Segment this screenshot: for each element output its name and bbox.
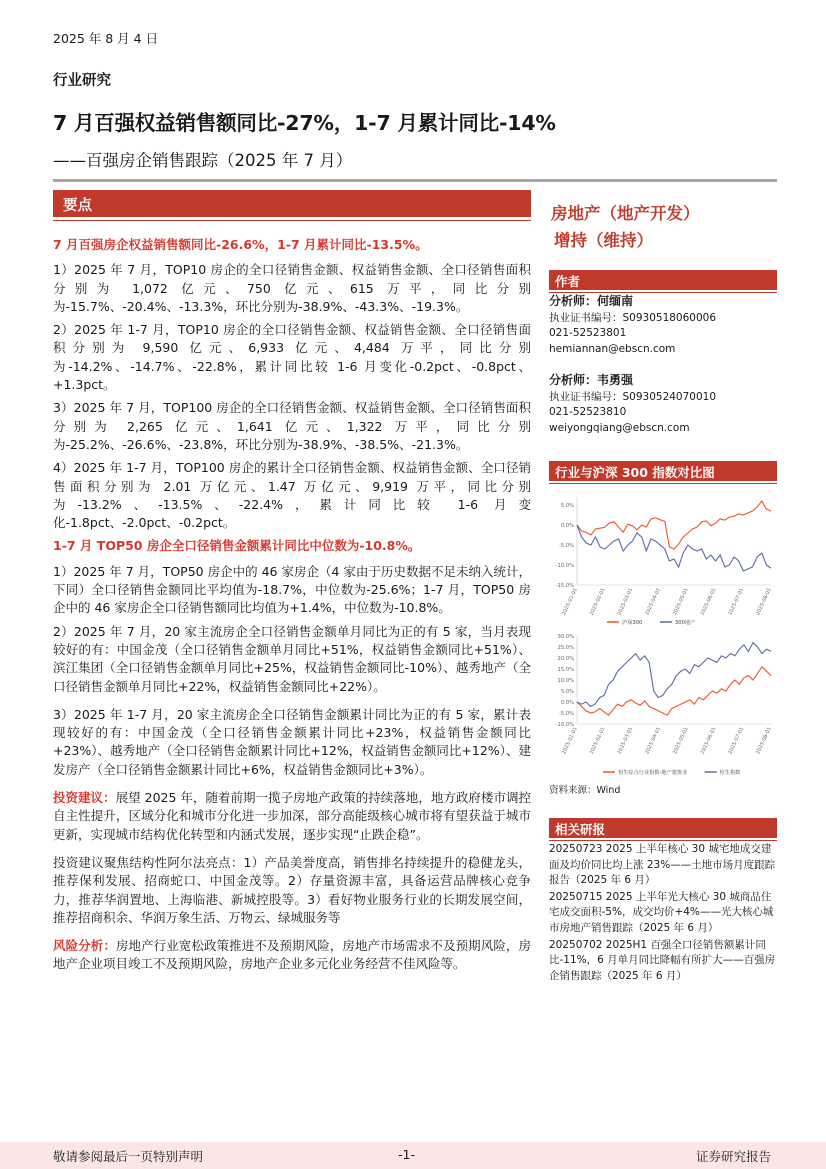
y-tick-label: 5.0% bbox=[560, 689, 574, 695]
analyst-2 bbox=[549, 373, 777, 436]
x-tick-label: 2025-04-01 bbox=[644, 587, 662, 617]
x-tick-label: 2025-02-01 bbox=[588, 726, 607, 756]
investment-advice-label: 投资建议： bbox=[53, 790, 116, 806]
y-tick-label: 0.0% bbox=[560, 700, 574, 706]
x-tick-label: 2025-08-01 bbox=[755, 587, 773, 617]
analyst-cert: 执业证书编号：S0930518060006 bbox=[549, 311, 717, 324]
related-report-item[interactable]: 20250723 2025 上半年核心 30 城宅地成交建面及均价同比均上涨 23%——土地市场月度跟踪报告（2025 年 6 月） bbox=[549, 843, 776, 887]
y-tick-label: 15.0% bbox=[557, 667, 574, 673]
y-tick-label: 10.0% bbox=[557, 678, 574, 684]
analyst-1 bbox=[549, 294, 777, 357]
y-tick-label: -10.0% bbox=[555, 722, 574, 728]
rating: 增持（维持） bbox=[554, 231, 653, 250]
investment-advice-text: 展望 2025 年，随着前期一揽子房地产政策的持续落地，地方政府楼市调控自主性提升，区域分化和城市分化进一步加深，部分高能级核心城市将有望获益于城市更新，实现城市结构优化转型和内涵式发展，逐步实现“止跌企稳”。 bbox=[53, 790, 531, 842]
paragraph-3: 3）2025 年 7 月，TOP100 房企的全口径销售金额、权益销售金额、全口径销售面积分别为 2,265 亿元、1,641 亿元、1,322 万平，同比分别为-25.2%、-26.6%、-23.8%，环比分别为-38.9%、-38.5%、-21.3%。 bbox=[53, 400, 531, 452]
series-line bbox=[577, 525, 771, 571]
x-tick-label: 2025-06-01 bbox=[699, 726, 718, 756]
risk-analysis-text: 房地产行业宽松政策推进不及预期风险，房地产市场需求不及预期风险，房地产企业项目竣工不及预期风险，房地产企业多元化业务经营不佳风险等。 bbox=[53, 938, 531, 972]
chart-index-compare-1 bbox=[549, 487, 777, 631]
paragraph-6: 2）2025 年 7 月，20 家主流房企全口径销售金额单月同比为正的有 5 家，当月表现较好的有：中国金茂（全口径销售金额单月同比+51%，权益销售金额同比+51%）、滨江集团（全口径销售金额单月同比+25%，权益销售金额同比-10%）、越秀地产（全口径销售金额单月同比+22%，权益销售金额同比+22%）。 bbox=[53, 623, 531, 694]
risk-analysis-label: 风险分析： bbox=[53, 938, 116, 954]
chart-heading: 行业与沪深 300 指数对比图 bbox=[549, 461, 777, 481]
risk-analysis bbox=[53, 937, 531, 974]
x-tick-label: 2025-03-01 bbox=[616, 587, 635, 617]
paragraph-2: 2）2025 年 1-7 月，TOP10 房企的全口径销售金额、权益销售金额、全口径销售面积分别为 9,590 亿元、6,933 亿元、4,484 万平，同比分别为-14.2%、-14.7%、-22.8%，累计同比较 1-6 月变化-0.2pct、-0.8pct、+1.3pct。 bbox=[53, 322, 531, 393]
sector-name: 房地产（地产开发） bbox=[551, 204, 700, 223]
y-tick-label: -5.0% bbox=[558, 543, 574, 549]
investment-focus: 投资建议聚焦结构性阿尔法亮点：1）产品美誉度高，销售排名持续提升的稳健龙头，推荐保利发展、招商蛇口、中国金茂等。2）存量资源丰富，具备运营品牌核心竞争力，推荐华润置地、上海临港、新城控股等。3）看好物业服务行业的长期发展空间，推荐招商积余、华润万象生活、万物云、绿城服务等 bbox=[53, 854, 531, 925]
sector-rating bbox=[551, 200, 700, 254]
y-tick-label: 25.0% bbox=[557, 645, 574, 651]
y-tick-label: 30.0% bbox=[557, 634, 574, 640]
page-footer bbox=[0, 1142, 826, 1169]
page-subtitle: ——百强房企销售跟踪（2025 年 7 月） bbox=[53, 151, 353, 170]
analyst-name: 分析师：何缅南 bbox=[549, 294, 634, 308]
chart-source: 资料来源：Wind bbox=[549, 785, 621, 796]
analyst-email[interactable]: hemiannan@ebscn.com bbox=[549, 342, 676, 355]
analyst-cert: 执业证书编号：S0930524070010 bbox=[549, 390, 717, 403]
analyst-name: 分析师：韦勇强 bbox=[549, 373, 634, 387]
analyst-phone: 021-52523810 bbox=[549, 406, 627, 418]
x-tick-label: 2025-08-01 bbox=[755, 726, 773, 756]
report-category: 行业研究 bbox=[53, 73, 111, 89]
paragraph-1: 1）2025 年 7 月，TOP10 房企的全口径销售金额、权益销售金额、全口径销售面积分别为 1,072 亿元、750 亿元、615 万平，同比分别为-15.7%、-20.4%、-13.3%，环比分别为-38.9%、-43.3%、-19.3%。 bbox=[53, 262, 531, 314]
page-number: -1- bbox=[398, 1147, 415, 1162]
related-heading: 相关研报 bbox=[549, 818, 777, 838]
authors-heading: 作者 bbox=[549, 270, 777, 290]
paragraph-4: 4）2025 年 1-7 月，TOP100 房企的累计全口径销售金额、权益销售金额、全口径销售面积分别为 2.01 万亿元、1.47 万亿元、9,919 万平，同比分别为-13.2%、-13.5%、-22.4%，累计同比较 1-6 月变化-1.8pct、-2.0pct、-0.2pct。 bbox=[53, 460, 531, 531]
series-line bbox=[577, 643, 771, 707]
y-tick-label: 20.0% bbox=[557, 656, 574, 662]
y-tick-label: -5.0% bbox=[558, 711, 574, 717]
analyst-phone: 021-52523801 bbox=[549, 327, 627, 339]
x-tick-label: 2025-07-01 bbox=[727, 587, 746, 617]
highlight-1: 7 月百强房企权益销售额同比-26.6%，1-7 月累计同比-13.5%。 bbox=[53, 237, 428, 252]
paragraph-5: 1）2025 年 7 月，TOP50 房企中的 46 家房企（4 家由于历史数据不足未纳入统计，下同）全口径销售金额同比平均值为-18.7%，中位数为-25.6%；1-7 月，TOP50 房企中的 46 家房企全口径销售额同比均值为+1.4%，中位数为-10.8%。 bbox=[53, 563, 531, 616]
x-tick-label: 2025-01-01 bbox=[561, 726, 579, 756]
x-tick-label: 2025-01-01 bbox=[561, 587, 579, 617]
key-points-heading: 要点 bbox=[53, 190, 531, 217]
paragraph-7: 3）2025 年 1-7 月，20 家主流房企全口径销售金额累计同比为正的有 5 家，累计表现较好的有：中国金茂（全口径销售金额累计同比+23%，权益销售金额同比+23%）、越秀地产（全口径销售金额累计同比+12%，权益销售金额同比+12%）、建发房产（全口径销售金额累计同比+6%，权益销售金额同比+3%）。 bbox=[53, 706, 531, 777]
related-report-item[interactable]: 20250715 2025 上半年光大核心 30 城商品住宅成交面积-5%，成交均价+4%——光大核心城市房地产销售跟踪（2025 年 6 月） bbox=[549, 890, 774, 934]
highlight-2: 1-7 月 TOP50 房企全口径销售金额累计同比中位数为-10.8%。 bbox=[53, 538, 421, 554]
x-tick-label: 2025-05-01 bbox=[671, 726, 690, 756]
y-tick-label: 5.0% bbox=[560, 503, 574, 509]
key-points-body bbox=[53, 236, 531, 979]
legend-label: 恒生综合行业指数-地产建筑业 bbox=[618, 770, 688, 776]
line-chart-1 bbox=[549, 487, 777, 627]
page-title: 7 月百强权益销售额同比-27%，1-7 月累计同比-14% bbox=[53, 111, 556, 135]
legend-label: 恒生指数 bbox=[719, 770, 741, 776]
legend-label: 300地产 bbox=[675, 620, 696, 626]
y-tick-label: -10.0% bbox=[555, 563, 574, 569]
report-date: 2025 年 8 月 4 日 bbox=[53, 31, 159, 46]
related-reports bbox=[549, 842, 777, 985]
x-tick-label: 2025-07-01 bbox=[727, 726, 746, 756]
analyst-email[interactable]: weiyongqiang@ebscn.com bbox=[549, 421, 690, 434]
x-tick-label: 2025-04-01 bbox=[644, 726, 662, 756]
y-tick-label: 0.0% bbox=[560, 523, 574, 529]
related-report-item[interactable]: 20250702 2025H1 百强全口径销售额累计同比-11%，6 月单月同比降幅有所扩大——百强房企销售跟踪（2025 年 6 月） bbox=[549, 938, 776, 982]
line-chart-2 bbox=[549, 630, 777, 778]
footer-disclaimer[interactable]: 敬请参阅最后一页特别声明 bbox=[53, 1149, 204, 1164]
chart-index-compare-2 bbox=[549, 630, 777, 782]
series-line bbox=[577, 501, 771, 549]
header-divider bbox=[53, 179, 777, 182]
x-tick-label: 2025-03-01 bbox=[616, 726, 635, 756]
x-tick-label: 2025-05-01 bbox=[671, 587, 690, 617]
footer-report-type: 证券研究报告 bbox=[696, 1149, 772, 1164]
x-tick-label: 2025-06-01 bbox=[699, 587, 718, 617]
investment-advice bbox=[53, 789, 531, 844]
x-tick-label: 2025-02-01 bbox=[588, 587, 607, 617]
legend-label: 沪深300 bbox=[622, 620, 643, 626]
y-tick-label: -15.0% bbox=[555, 583, 574, 589]
